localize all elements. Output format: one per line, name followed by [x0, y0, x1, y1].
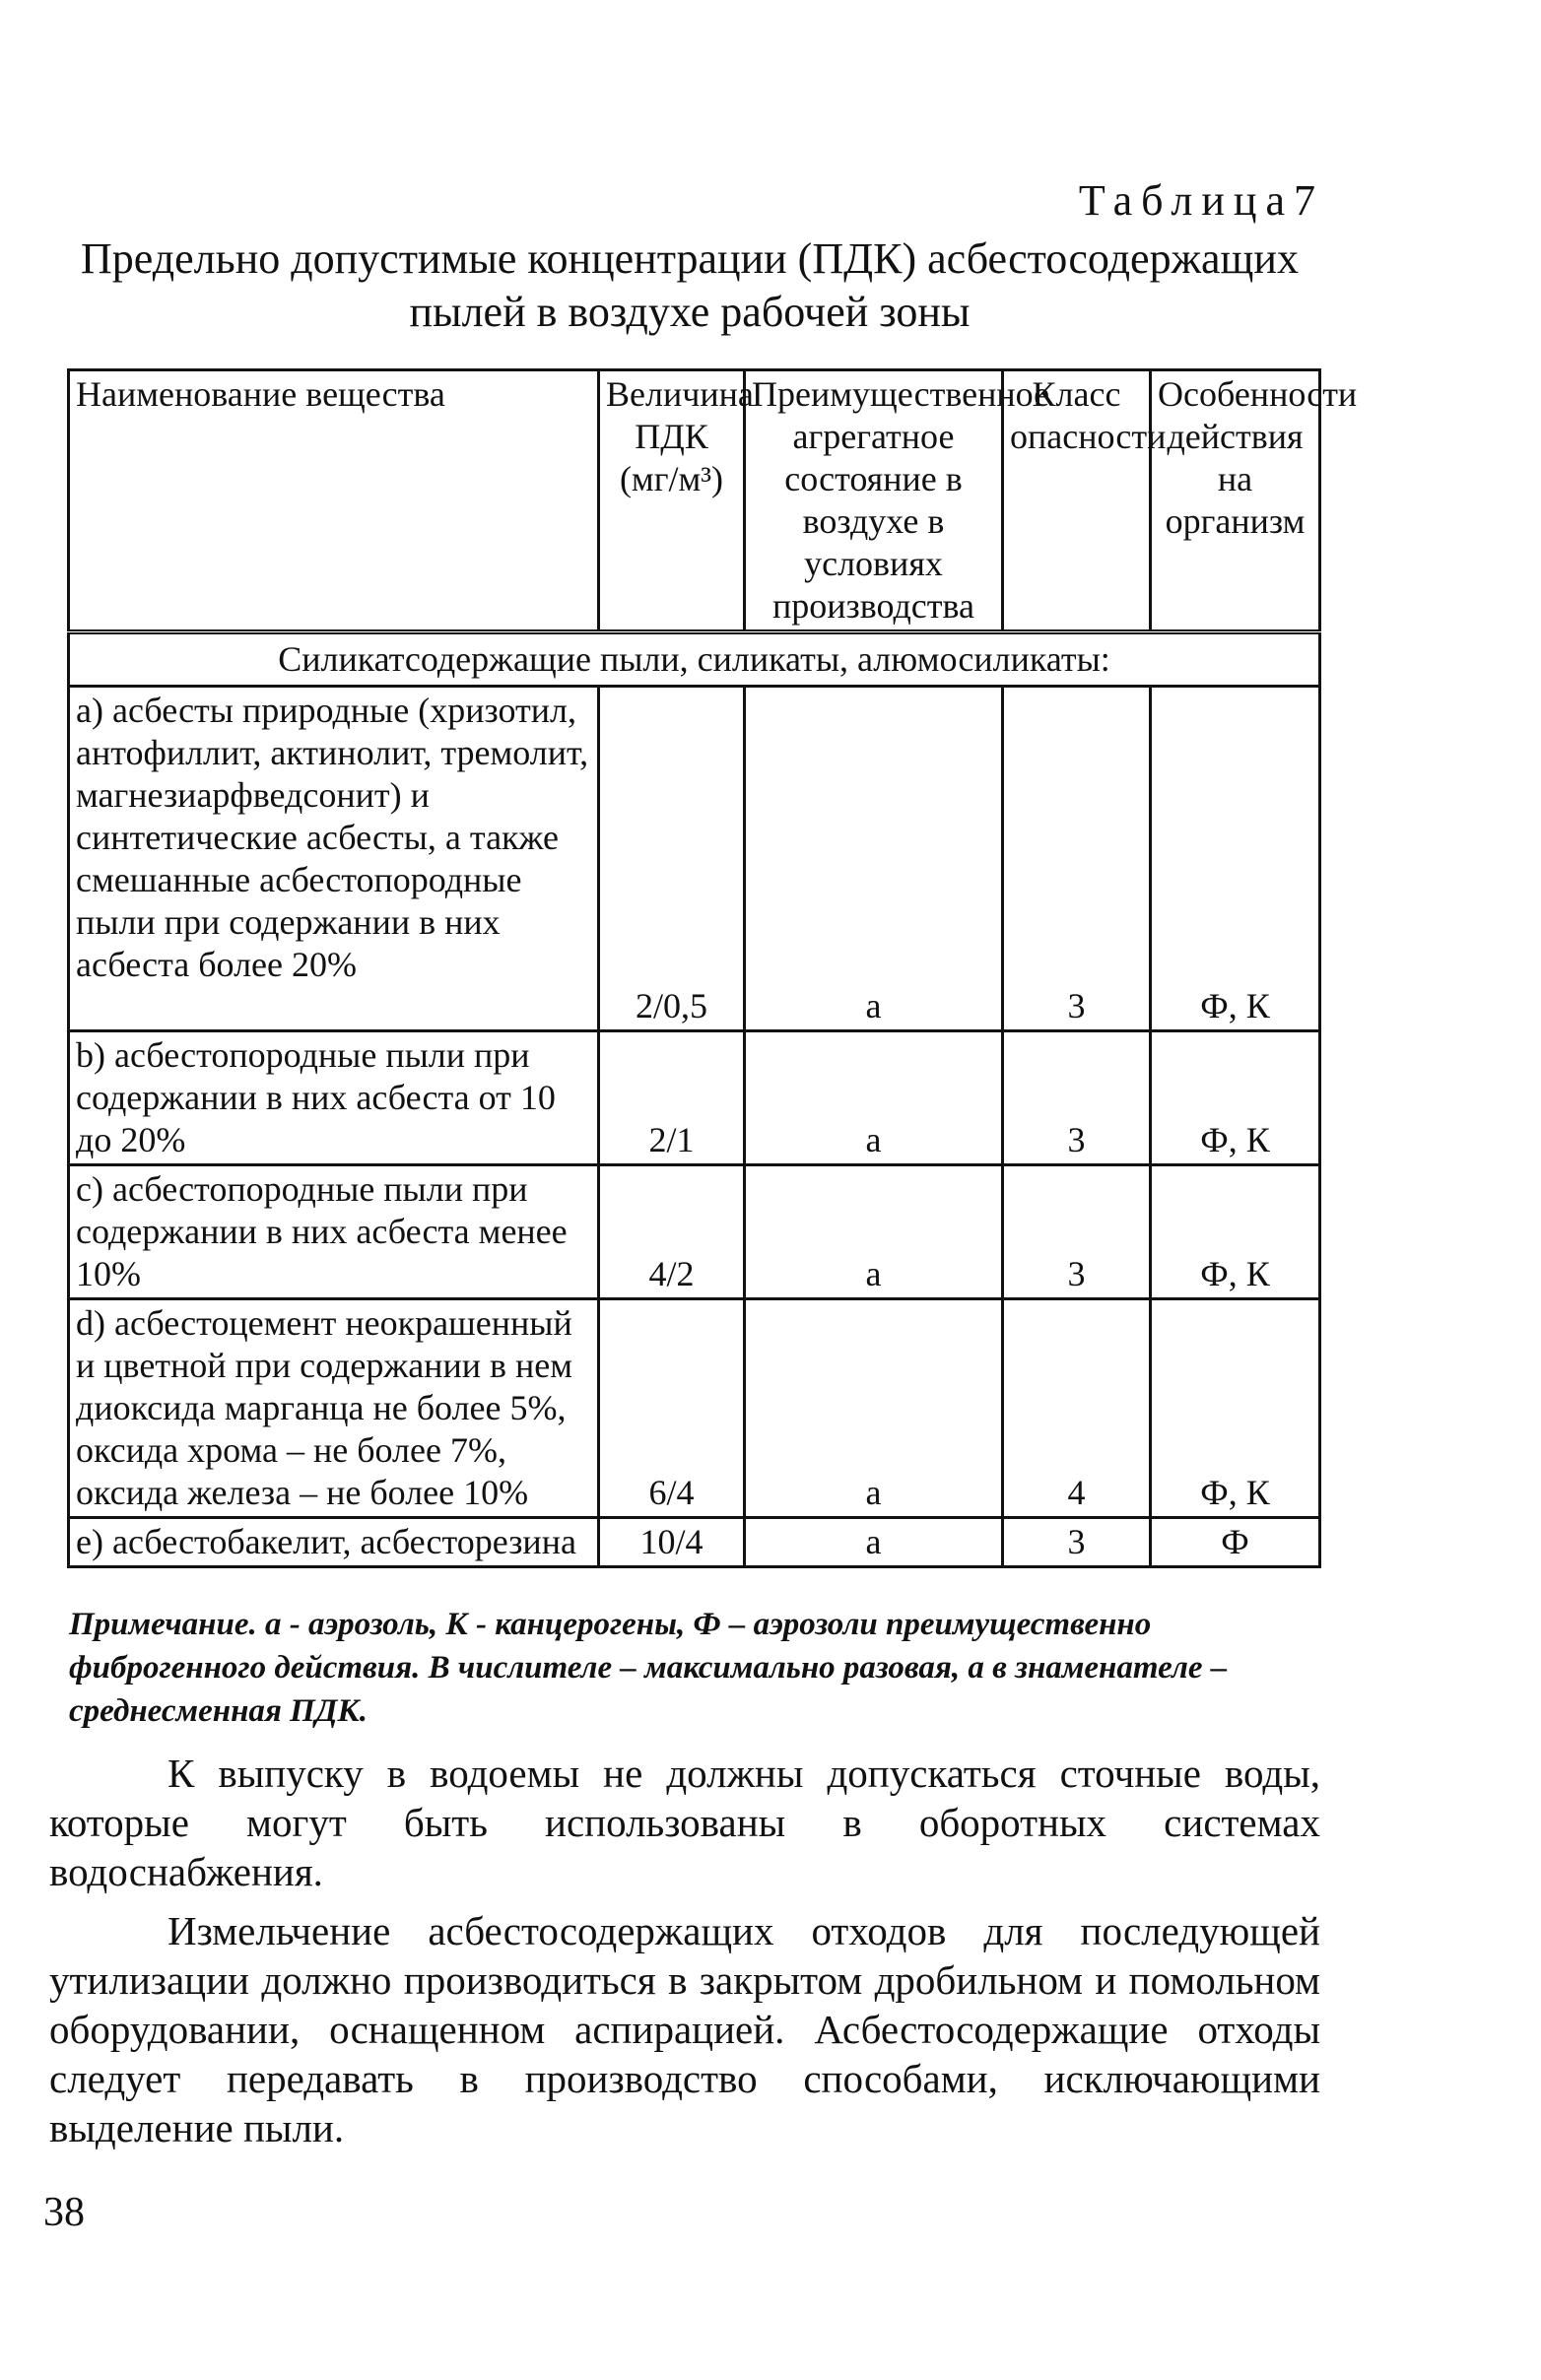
row-state: а [745, 1031, 1003, 1165]
pdk-table [67, 368, 1358, 1568]
table-row [69, 1518, 1320, 1567]
group-title: Силикатсодержащие пыли, силикаты, алюмосиликаты: [69, 632, 1320, 687]
row-effect: Ф, К [1151, 687, 1320, 1031]
row-state: а [745, 1165, 1003, 1299]
row-value: 2/1 [599, 1031, 745, 1165]
paragraph: Измельчение асбестосодержащих отходов для последующей утилизации должно производиться в закрытом дробильном и помольном оборудовании, оснащенном аспирацией. Асбестосодержащие отходы следует передавать в производство способами, исключающими выделение пыли. [49, 1908, 1320, 2150]
table-row [69, 1299, 1320, 1518]
header-state: Преимущественное агрегатное состояние в воздухе в условиях производства [745, 370, 1003, 632]
paragraph: К выпуску в водоемы не должны допускаться сточные воды, которые могут быть использованы в оборотных системах водоснабжения. [49, 1751, 1320, 1894]
row-value: 6/4 [599, 1299, 745, 1518]
table-row [69, 1165, 1320, 1299]
row-class: 3 [1003, 1518, 1151, 1567]
row-class: 3 [1003, 1031, 1151, 1165]
row-name: c) асбестопородные пыли при содержании в них асбеста менее 10% [69, 1165, 599, 1299]
row-value: 4/2 [599, 1165, 745, 1299]
row-class: 4 [1003, 1299, 1151, 1518]
row-state: а [745, 1299, 1003, 1518]
row-value: 10/4 [599, 1518, 745, 1567]
note-label: Примечание. [69, 1607, 257, 1642]
row-effect: Ф, К [1151, 1299, 1320, 1518]
table-note [69, 1603, 1320, 1733]
row-name: b) асбестопородные пыли при содержании в них асбеста от 10 до 20% [69, 1031, 599, 1165]
table-row [69, 1031, 1320, 1165]
row-state: а [745, 1518, 1003, 1567]
row-state: а [745, 687, 1003, 1031]
row-name: e) асбестобакелит, асбесторезина [69, 1518, 599, 1567]
row-name: а) асбесты природные (хризотил, антофиллит, актинолит, тремолит, магнезиарфведсонит) и синтетические асбесты, а также смешанные асбестопородные пыли при содержании в них асбеста более 20% [69, 687, 599, 1031]
table-label: Таблица7 [1078, 176, 1324, 225]
table-group-row [69, 632, 1320, 687]
row-effect: Ф, К [1151, 1165, 1320, 1299]
header-name: Наименование вещества [69, 370, 599, 632]
row-effect: Ф, К [1151, 1031, 1320, 1165]
note-text: а - аэрозоль, К - канцерогены, Ф – аэрозоли преимущественно фиброгенного действия. В числителе – максимально разовая, а в знаменателе – среднесменная ПДК. [69, 1607, 1228, 1729]
table-row [69, 687, 1320, 1031]
row-value: 2/0,5 [599, 687, 745, 1031]
row-class: 3 [1003, 1165, 1151, 1299]
header-class: Класс опасности [1003, 370, 1151, 632]
table-header-row [69, 370, 1320, 632]
row-name: d) асбестоцемент неокрашенный и цветной при содержании в нем диоксида марганца не более 5%, оксида хрома – не более 7%, оксида железа – не более 10% [69, 1299, 599, 1518]
header-effect: Особенности действия на организм [1151, 370, 1320, 632]
row-class: 3 [1003, 687, 1151, 1031]
table-title: Предельно допустимые концентрации (ПДК) асбестосодержащих пылей в воздухе рабочей зоны [81, 234, 1299, 336]
page-number: 38 [43, 2190, 85, 2235]
row-effect: Ф [1151, 1518, 1320, 1567]
header-value: Величина ПДК (мг/м³) [599, 370, 745, 632]
